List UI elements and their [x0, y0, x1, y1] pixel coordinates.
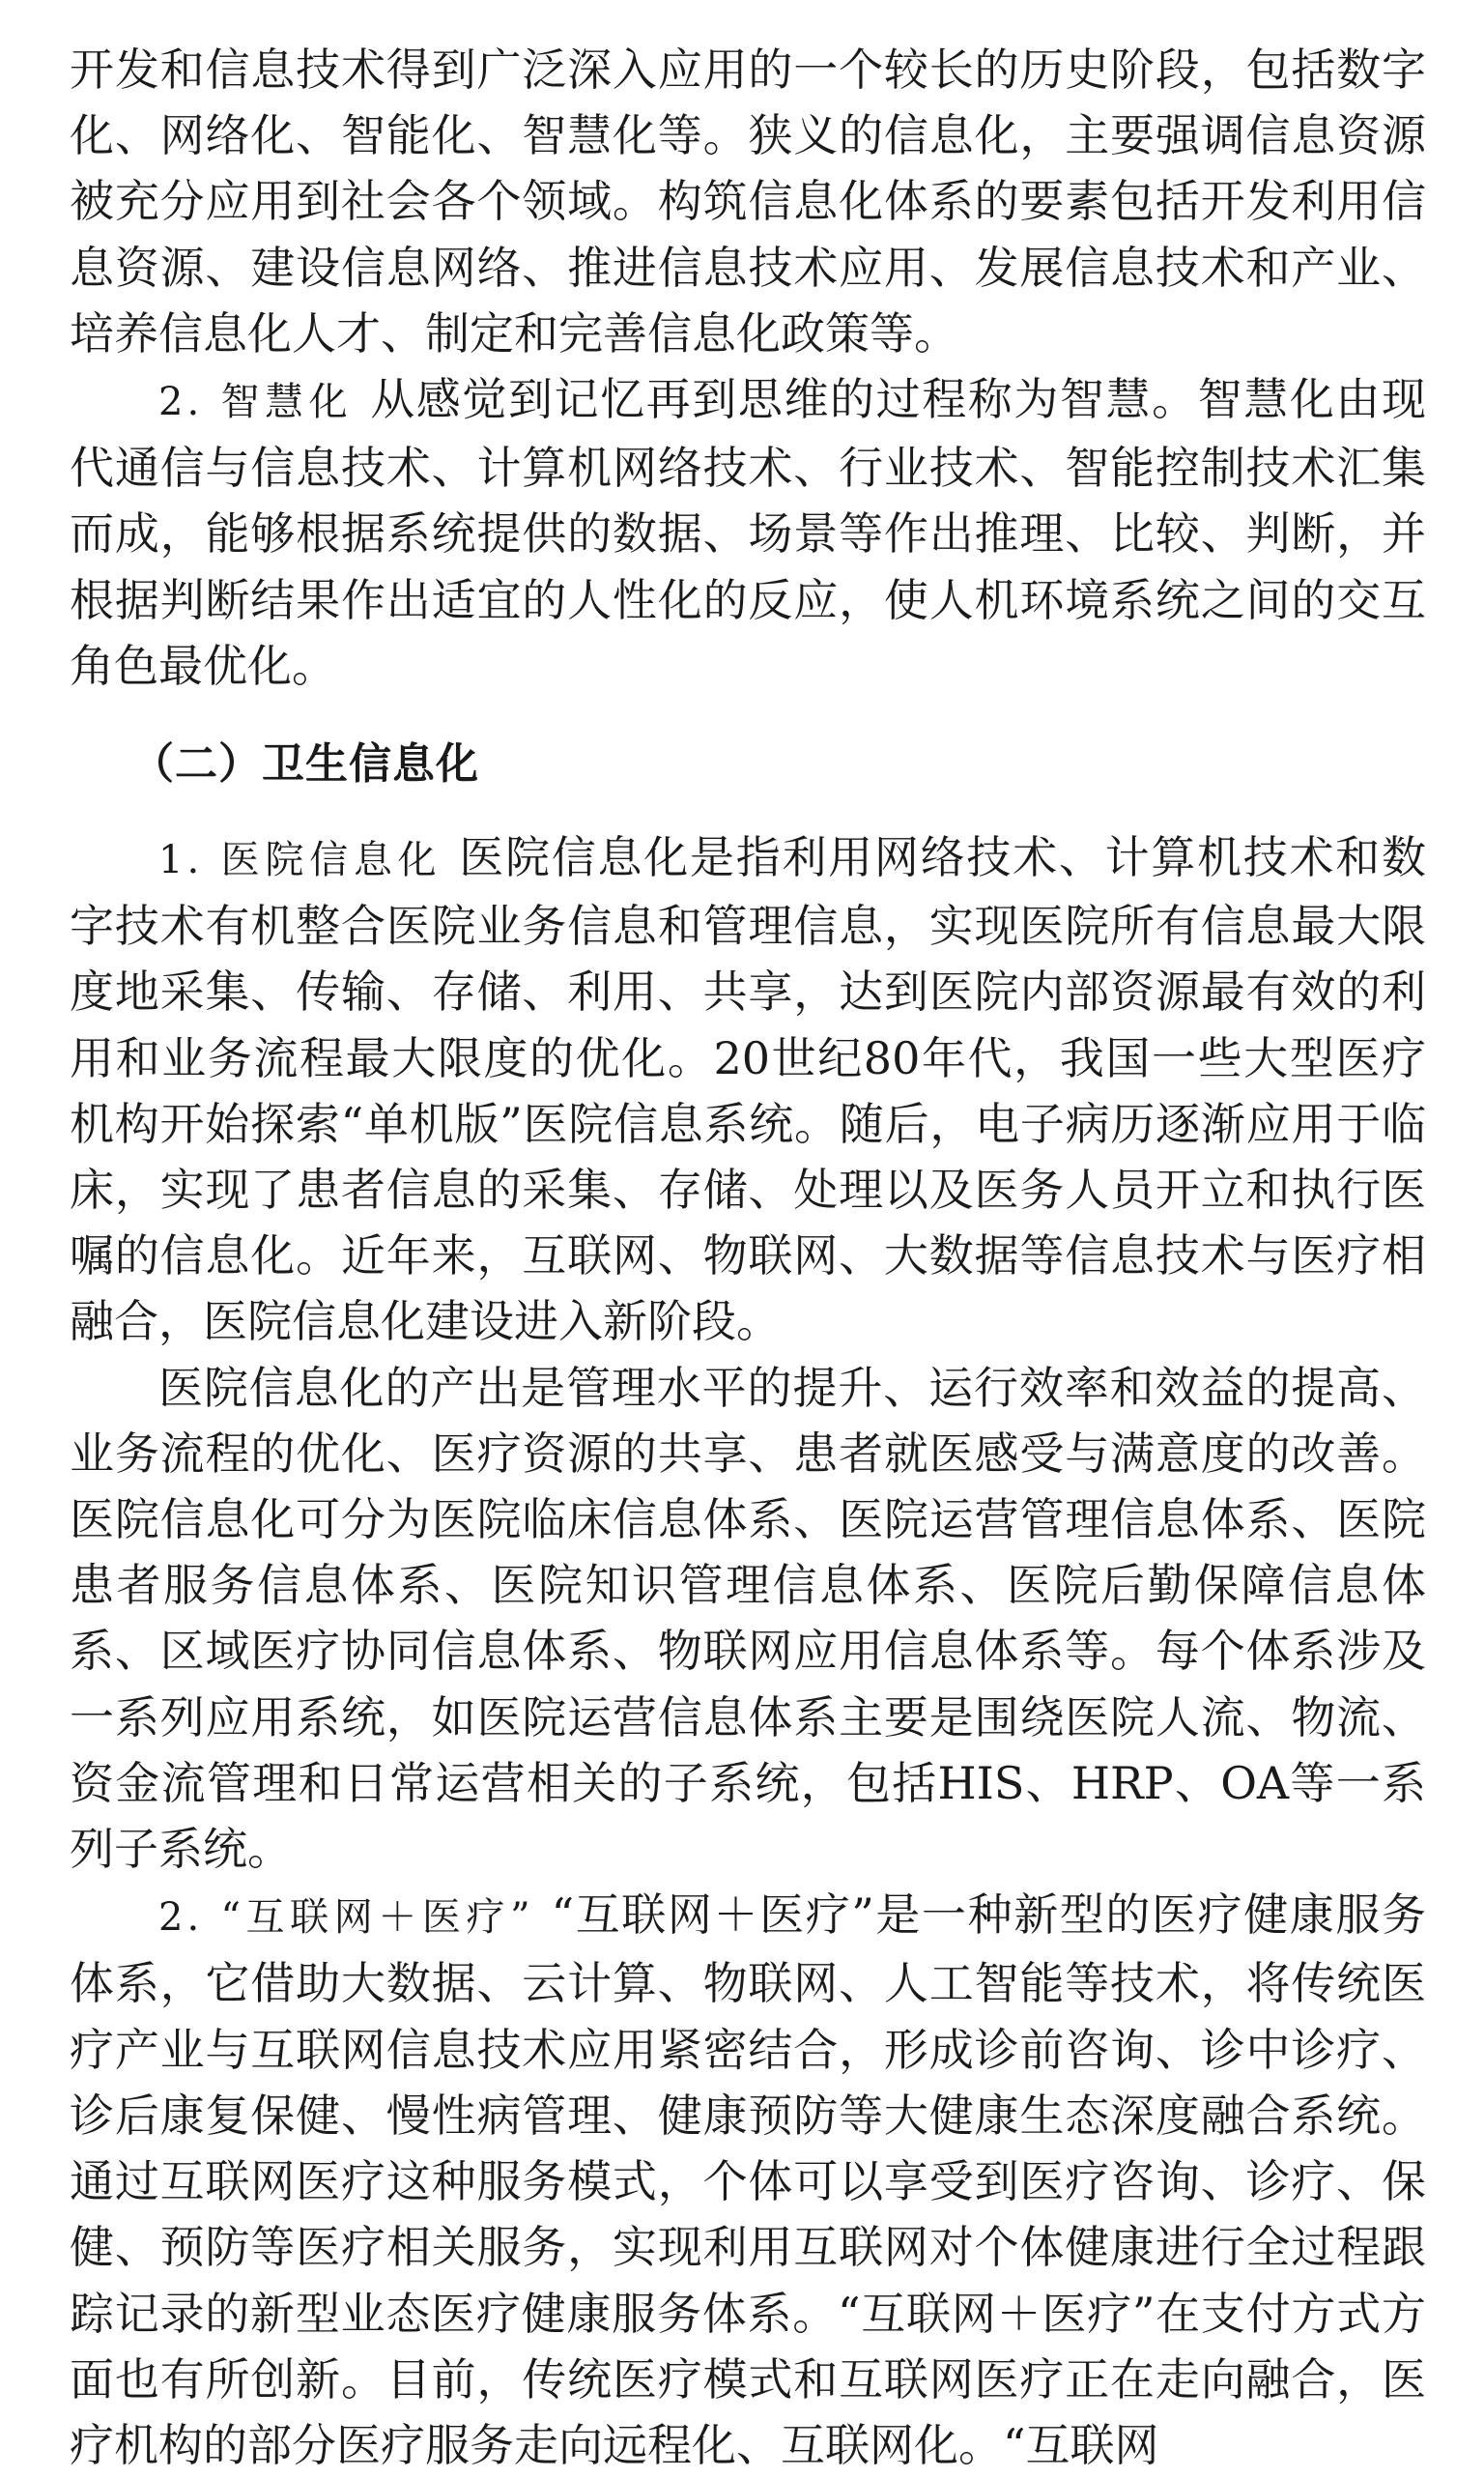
item-body-hospital-informatization: 医院信息化是指利用网络技术、计算机技术和数字技术有机整合医院业务信息和管理信息，实现医院所有信息最大限度地采集、传输、存储、利用、共享，达到医院内部资源最有效的利用和业务流程最大限度的优化。20世纪80年代，我国一些大型医疗机构开始探索“单机版”医院信息系统。随后，电子病历逐渐应用于临床，实现了患者信息的采集、存储、处理以及医务人员开立和执行医嘱的信息化。近年来，互联网、物联网、大数据等信息技术与医疗相融合，医院信息化建设进入新阶段。	[70, 831, 1426, 1348]
paragraph-hospital-informatization-output: 医院信息化的产出是管理水平的提升、运行效率和效益的提高、业务流程的优化、医疗资源的共享、患者就医感受与满意度的改善。医院信息化可分为医院临床信息体系、医院运营管理信息体系、医院患者服务信息体系、医院知识管理信息体系、医院后勤保障信息体系、区域医疗协同信息体系、物联网应用信息体系等。每个体系涉及一系列应用系统，如医院运营信息体系主要是围绕医院人流、物流、资金流管理和日常运营相关的子系统，包括HIS、HRP、OA等一系列子系统。	[70, 1361, 1426, 1876]
item-lead-hospital-informatization: 1. 医院信息化	[158, 838, 442, 883]
paragraph-internet-plus-healthcare	[70, 1882, 1426, 2478]
item-body-internet-plus-healthcare: “互联网＋医疗”是一种新型的医疗健康服务体系，它借助大数据、云计算、物联网、人工智能等技术，将传统医疗产业与互联网信息技术应用紧密结合，形成诊前咨询、诊中诊疗、诊后康复保健、慢性病管理、健康预防等大健康生态深度融合系统。通过互联网医疗这种服务模式，个体可以享受到医疗咨询、诊疗、保健、预防等医疗相关服务，实现利用互联网对个体健康进行全过程跟踪记录的新型业态医疗健康服务体系。“互联网＋医疗”在支付方式方面也有所创新。目前，传统医疗模式和互联网医疗正在走向融合，医疗机构的部分医疗服务走向远程化、互联网化。“互联网	[70, 1888, 1426, 2471]
item-body-intelligentization: 从感觉到记忆再到思维的过程称为智慧。智慧化由现代通信与信息技术、计算机网络技术、行业技术、智能控制技术汇集而成，能够根据系统提供的数据、场景等作出推理、比较、判断，并根据判断结果作出适宜的人性化的反应，使人机环境系统之间的交互角色最优化。	[70, 373, 1427, 692]
paragraph-hospital-informatization	[70, 824, 1426, 1355]
section-heading-health-informatization: （二）卫生信息化	[131, 739, 479, 790]
paragraph-intelligentization	[70, 366, 1426, 699]
item-lead-internet-plus-healthcare: 2. “互联网＋医疗”	[158, 1895, 534, 1941]
document-page	[70, 37, 1426, 2478]
paragraph-informatization-definition: 开发和信息技术得到广泛深入应用的一个较长的历史阶段，包括数字化、网络化、智能化、智慧化等。狭义的信息化，主要强调信息资源被充分应用到社会各个领域。构筑信息化体系的要素包括开发利用信息资源、建设信息网络、推进信息技术应用、发展信息技术和产业、培养信息化人才、制定和完善信息化政策等。	[70, 43, 1426, 360]
item-lead-intelligentization: 2. 智慧化	[158, 380, 354, 425]
